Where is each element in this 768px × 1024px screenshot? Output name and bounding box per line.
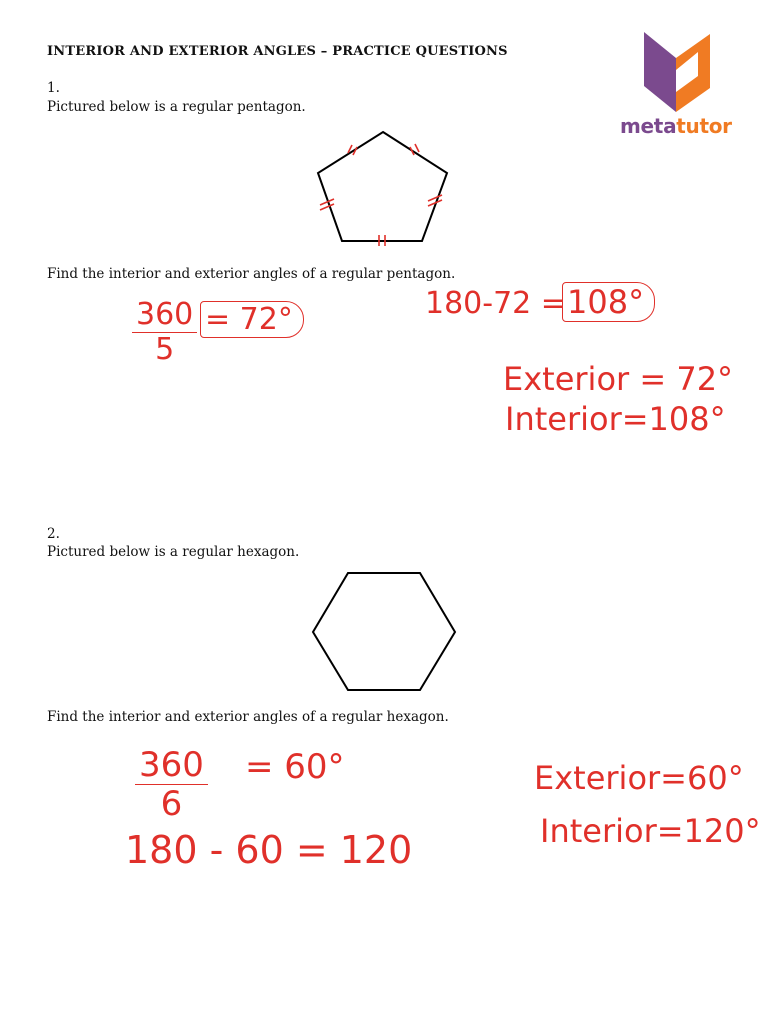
q2-number: 2. <box>47 526 60 542</box>
q1-question: Find the interior and exterior angles of a regular pentagon. <box>47 266 456 282</box>
logo-wordmark: metatutor <box>620 114 732 138</box>
q1-eq2: 180-72 = <box>425 286 566 321</box>
q1-fraction: $\frac{360}{5}$ <box>132 300 197 367</box>
q2-interior: Interior=120° <box>540 812 761 850</box>
q1-interior: Interior=108° <box>505 400 726 438</box>
q1-number: 1. <box>47 80 60 96</box>
q2-question: Find the interior and exterior angles of a regular hexagon. <box>47 709 449 725</box>
q2-eq1-result: = 60° <box>245 747 345 787</box>
q2-eq2: 180 - 60 = 120 <box>125 828 413 872</box>
metatutor-logo <box>640 30 716 112</box>
q1-exterior: Exterior = 72° <box>503 360 734 398</box>
q2-exterior: Exterior=60° <box>534 759 744 797</box>
hexagon-figure <box>305 565 465 697</box>
q1-eq1-result: = 72° <box>200 302 304 337</box>
q1-prompt: Pictured below is a regular pentagon. <box>47 99 306 115</box>
logo-mark-icon <box>640 30 716 112</box>
pentagon-figure <box>300 125 460 250</box>
q2-prompt: Pictured below is a regular hexagon. <box>47 544 300 560</box>
page-title: INTERIOR AND EXTERIOR ANGLES – PRACTICE QUESTIONS <box>47 44 508 59</box>
q1-eq2-result: 108° <box>562 283 655 321</box>
q2-fraction: $\frac{360}{6}$ <box>135 748 208 824</box>
